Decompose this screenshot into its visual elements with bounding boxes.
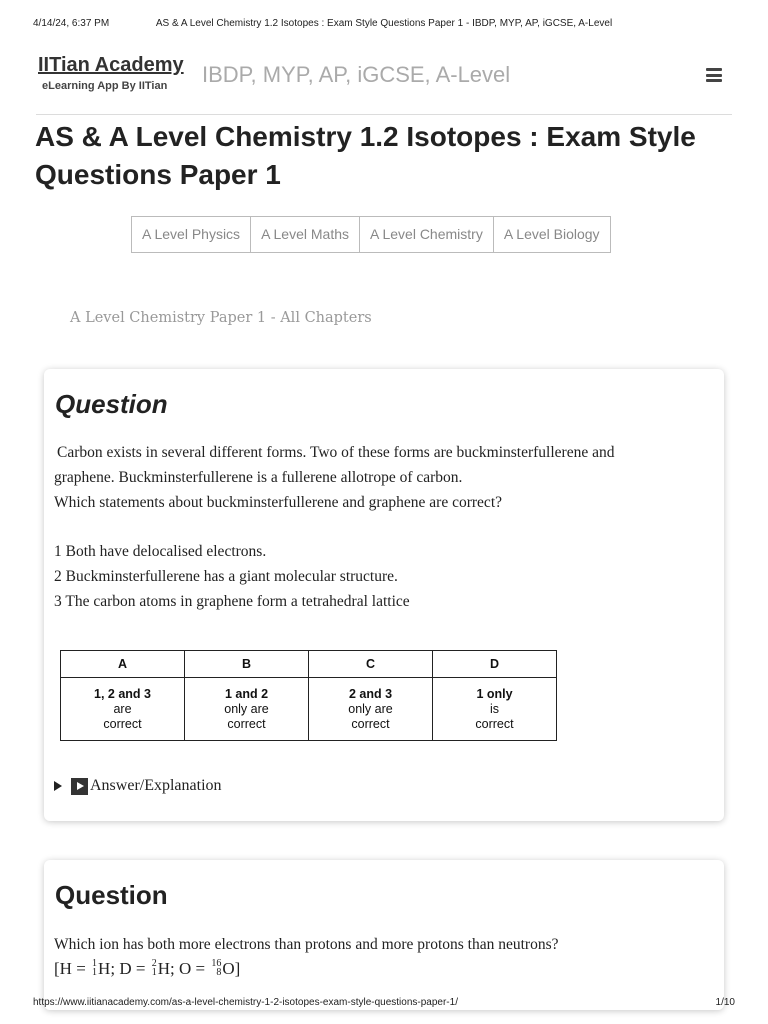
subject-tabs xyxy=(131,216,611,253)
site-header xyxy=(36,52,732,115)
cell-line: is xyxy=(489,701,500,716)
print-datetime: 4/14/24, 6:37 PM xyxy=(33,18,110,29)
question-intro xyxy=(54,440,704,515)
option-cell-d xyxy=(433,678,557,741)
page-title: AS & A Level Chemistry 1.2 Isotopes : Exam Style Questions Paper 1 xyxy=(35,121,696,190)
option-cell-c xyxy=(309,678,433,741)
disclosure-triangle-icon[interactable] xyxy=(54,781,62,791)
isotope-notation: 16 8 xyxy=(211,958,222,979)
answer-toggle-label[interactable]: Answer/Explanation xyxy=(90,777,222,794)
play-icon xyxy=(71,778,88,795)
isotope-formula: [H = 1 1 H; D = 2 1 H; O = 16 8 O] xyxy=(54,958,241,979)
question-heading: Question xyxy=(55,880,168,910)
tab-a-level-physics[interactable]: A Level Physics xyxy=(132,217,251,252)
logo-title[interactable]: IITian Academy xyxy=(38,54,184,76)
option-header-d: D xyxy=(433,651,557,678)
formula-d-symbol: H xyxy=(157,959,170,978)
cell-line: correct xyxy=(475,716,514,731)
question-intro-line: Which statements about buckminsterfullerene and graphene are correct? xyxy=(54,494,503,511)
question-card-1 xyxy=(44,369,724,821)
site-logo[interactable] xyxy=(38,52,184,92)
table-header-row xyxy=(61,651,557,678)
option-cell-a xyxy=(61,678,185,741)
options-table xyxy=(60,650,557,741)
question-heading: Question xyxy=(55,389,168,419)
question-intro: Which ion has both more electrons than protons and more protons than neutrons? xyxy=(54,936,559,953)
print-page-number: 1/10 xyxy=(715,997,735,1008)
option-header-b: B xyxy=(185,651,309,678)
tab-a-level-maths[interactable]: A Level Maths xyxy=(251,217,360,252)
option-cell-b xyxy=(185,678,309,741)
site-tagline: IBDP, MYP, AP, iGCSE, A-Level xyxy=(202,62,511,87)
isotope-notation: 1 1 xyxy=(92,958,98,979)
statement-item: 1 Both have delocalised electrons. xyxy=(54,543,267,560)
formula-o-label: O xyxy=(178,959,192,978)
cell-line: 1 and 2 xyxy=(224,686,269,701)
question-card-2 xyxy=(44,860,724,1010)
option-header-a: A xyxy=(61,651,185,678)
question-intro-line: graphene. Buckminsterfullerene is a fullerene allotrope of carbon. xyxy=(54,469,463,486)
question-intro-line: Carbon exists in several different forms. Two of these forms are buckminsterfullerene and xyxy=(57,444,615,461)
formula-o-symbol: O xyxy=(222,959,235,978)
cell-line: only are xyxy=(348,701,393,716)
print-header xyxy=(33,18,735,29)
chapter-link[interactable]: A Level Chemistry Paper 1 - All Chapters xyxy=(70,310,372,326)
statement-item: 3 The carbon atoms in graphene form a tetrahedral lattice xyxy=(54,593,410,610)
logo-subtitle: eLearning App By IITian xyxy=(42,80,168,92)
question-statements xyxy=(54,539,704,614)
cell-line: correct xyxy=(103,716,142,731)
cell-line: 1 only xyxy=(476,686,513,701)
formula-h-symbol: H xyxy=(98,959,111,978)
print-title: AS & A Level Chemistry 1.2 Isotopes : Exam Style Questions Paper 1 - IBDP, MYP, AP, iGCSE, A-Level xyxy=(155,18,613,29)
formula-h-label: H xyxy=(59,959,72,978)
cell-line: correct xyxy=(351,716,390,731)
cell-line: 2 and 3 xyxy=(348,686,393,701)
table-row xyxy=(61,678,557,741)
cell-line: are xyxy=(113,701,132,716)
cell-line: 1, 2 and 3 xyxy=(94,686,151,701)
cell-line: only are xyxy=(224,701,269,716)
hamburger-icon[interactable] xyxy=(706,68,722,82)
cell-line: correct xyxy=(227,716,266,731)
option-header-c: C xyxy=(309,651,433,678)
print-url: https://www.iitianacademy.com/as-a-level-chemistry-1-2-isotopes-exam-style-questions-paper-1/ xyxy=(33,997,458,1008)
tab-a-level-biology[interactable]: A Level Biology xyxy=(503,226,600,242)
formula-d-label: D xyxy=(119,959,132,978)
print-footer xyxy=(33,997,735,1008)
isotope-notation: 2 1 xyxy=(151,958,157,979)
answer-explanation-toggle[interactable] xyxy=(54,777,222,795)
statement-item: 2 Buckminsterfullerene has a giant molecular structure. xyxy=(54,568,398,585)
tab-a-level-chemistry[interactable]: A Level Chemistry xyxy=(360,217,494,252)
